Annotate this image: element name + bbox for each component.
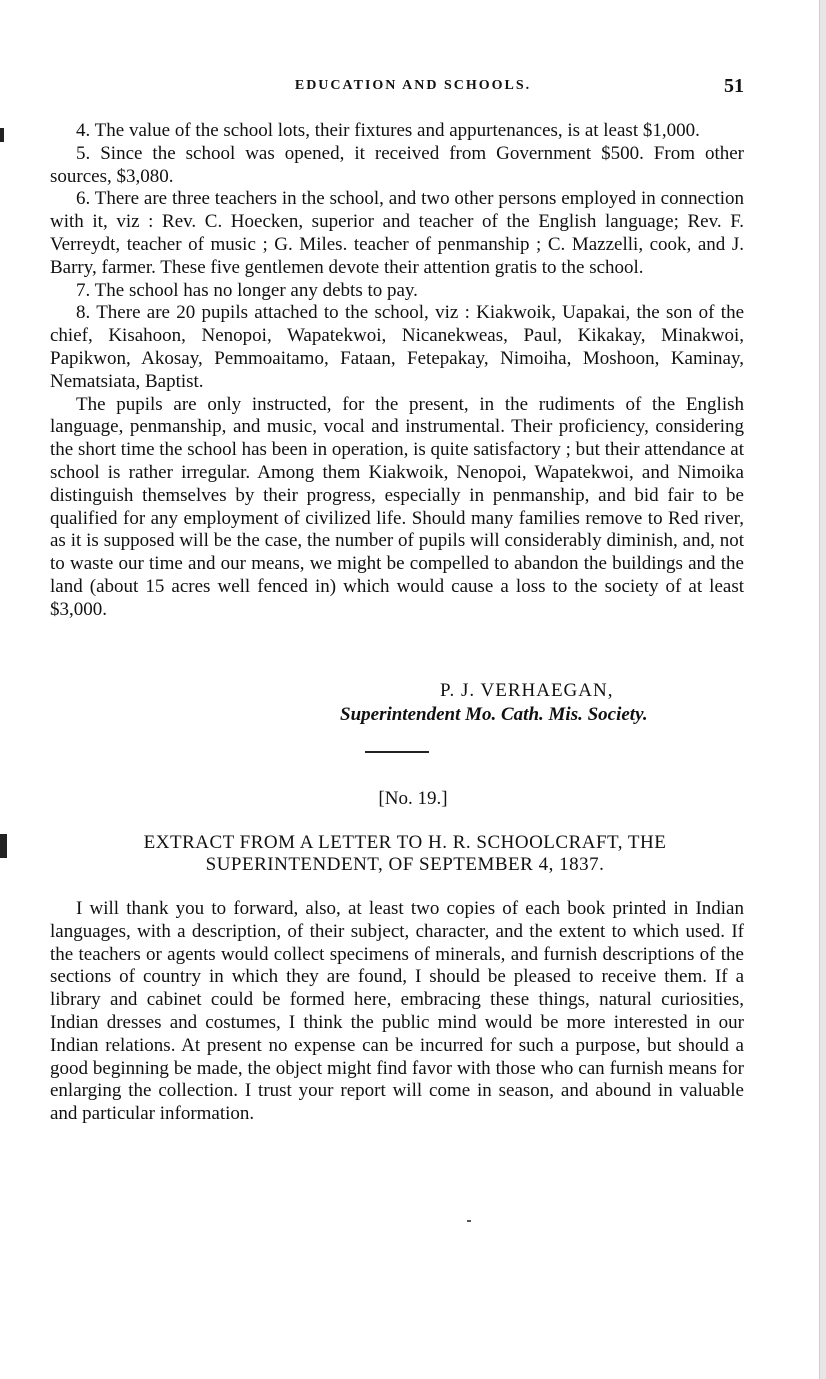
letter-heading <box>50 832 760 876</box>
scan-speck <box>467 1220 471 1222</box>
signature-name: P. J. VERHAEGAN, <box>440 680 614 701</box>
report-body <box>50 120 744 622</box>
page-number: 51 <box>724 75 744 97</box>
signature-title: Superintendent Mo. Cath. Mis. Society. <box>340 704 648 725</box>
margin-mark <box>0 128 4 142</box>
margin-mark <box>0 834 7 858</box>
paragraph-item-7: 7. The school has no longer any debts to pay. <box>76 279 418 301</box>
letter-body <box>50 898 744 1126</box>
paragraph-item-6: 6. There are three teachers in the school, and two other persons employed in connection with it, viz : Rev. C. Hoecken, superior and teacher of the English language; Rev. F. Verreydt, teacher of music ; G. Miles. teacher of penmanship ; C. Mazzelli, cook, and J. Barry, farmer. These five gentlemen devote their attention gratis to the school. <box>50 188 744 278</box>
paragraph-item-4: 4. The value of the school lots, their fixtures and appurtenances, is at least $1,000. <box>76 120 700 141</box>
document-number: [No. 19.] <box>378 788 448 809</box>
page-edge <box>819 0 826 1379</box>
paragraph-item-5: 5. Since the school was opened, it received from Government $500. From other sources, $3,080. <box>50 142 744 187</box>
paragraph-item-8: 8. There are 20 pupils attached to the school, viz : Kiakwoik, Uapakai, the son of the chief, Kisahoon, Nenopoi, Wapatekwoi, Nicanekweas, Paul, Kikakay, Minakwoi, Papikwon, Akosay, Pemmoaitamo, Fataan, Fetepakay, Nimoiha, Moshoon, Kaminay, Nematsiata, Baptist. <box>50 302 744 392</box>
letter-paragraph: I will thank you to forward, also, at least two copies of each book printed in Indian languages, with a description, of their subject, character, and the extent to which used. If the teachers or agents would collect specimens of minerals, and furnish descriptions of the sections of country in which they are found, I should be pleased to receive them. If a library and cabinet could be formed here, embracing these things, natural curiosities, Indian dresses and costumes, I think the public mind would be more interested in our Indian relations. At present no expense can be incurred for such a purpose, but should a good beginning be made, the object might find favor with those who can furnish means for enlarging the collection. I trust your report will come in season, and abound in valuable and particular information. <box>50 898 744 1125</box>
section-divider <box>365 751 429 753</box>
running-title: EDUCATION AND SCHOOLS. <box>294 78 532 93</box>
letter-heading-line-2: SUPERINTENDENT, OF SEPTEMBER 4, 1837. <box>205 854 605 875</box>
paragraph-pupils: The pupils are only instructed, for the present, in the rudiments of the English language, penmanship, and music, vocal and instrumental. Their proficiency, considering the short time the school has been in operation, is quite satisfactory ; but their attendance at school is rather irregular. Among them Kiakwoik, Nenopoi, Wapatekwoi, and Nimoika distinguish themselves by their progress, especially in penmanship, and bid fair to be qualified for any employment of civilized life. Should many families remove to Red river, as it is supposed will be the case, the number of pupils will considerably diminish, and, not to waste our time and our means, we might be compelled to abandon the buildings and the land (about 15 acres well fenced in) which would cause a loss to the society of at least $3,000. <box>50 393 744 620</box>
letter-heading-line-1: EXTRACT FROM A LETTER TO H. R. SCHOOLCRAFT, THE <box>143 832 667 853</box>
